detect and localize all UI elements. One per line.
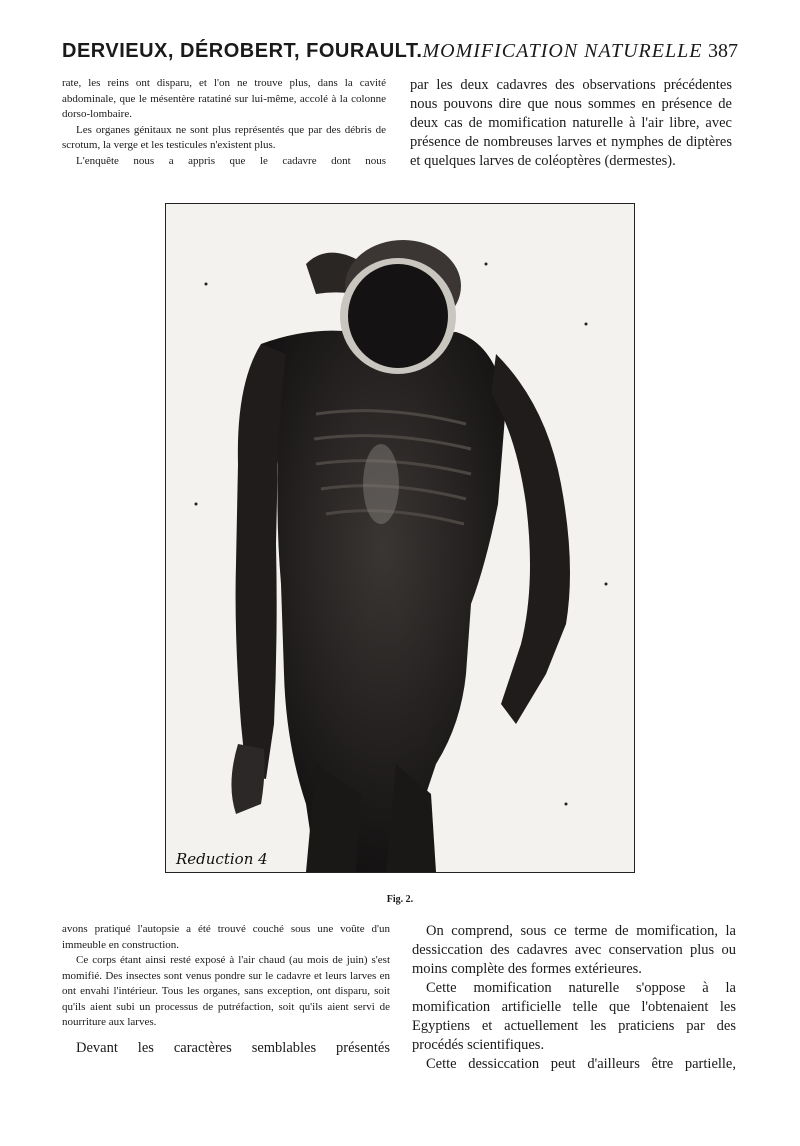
header-title: MOMIFICATION NATURELLE xyxy=(422,40,703,62)
figure-caption: Fig. 2. xyxy=(386,894,414,905)
page-number: 387 xyxy=(708,40,738,62)
text-column-bottom-left xyxy=(62,922,390,1058)
paragraph: Devant les caractères semblables présentés xyxy=(76,1039,390,1056)
header-authors: DERVIEUX, DÉROBERT, FOURAULT. xyxy=(62,40,423,62)
paragraph: rate, les reins ont disparu, et l'on ne trouve plus, dans la cavité abdominale, que le mésentère ratatiné sur lui-même, accolé à la colonne dorso-lombaire. xyxy=(62,77,386,120)
paragraph: On comprend, sous ce terme de momification, la dessiccation des cadavres avec conservation plus ou moins complète des formes extérieures. xyxy=(412,923,736,977)
text-column-bottom-right xyxy=(412,922,736,1074)
paragraph: par les deux cadavres des observations précédentes nous pouvons dire que nous sommes en présence de deux cas de momification naturelle à l'air libre, avec présence de nombreuses larves et nymphes de diptères et quelques larves de coléoptères (dermestes). xyxy=(410,77,732,169)
paragraph: avons pratiqué l'autopsie a été trouvé couché sous une voûte d'un immeuble en construction. xyxy=(62,923,390,951)
mummified-body-photo xyxy=(166,204,634,872)
paragraph: L'enquête nous a appris que le cadavre dont nous xyxy=(76,154,386,167)
paragraph: Les organes génitaux ne sont plus représentés que par des débris de scrotum, la verge et les testicules n'existent plus. xyxy=(62,123,386,151)
text-column-top-left xyxy=(62,76,386,169)
paragraph: Cette dessiccation peut d'ailleurs être partielle, xyxy=(426,1056,736,1072)
running-header xyxy=(62,40,738,70)
handwritten-label: Reduction 4 xyxy=(176,850,268,868)
paragraph: Ce corps étant ainsi resté exposé à l'air chaud (au mois de juin) s'est momifié. Des insectes sont venus pondre sur le cadavre et leurs larves en ont envahi l'intérieur. Tous les organes, sans exception, ont disparu, soit qu'ils aient subi un processus de putréfaction, soit qu'ils aient servi de nourriture aux larves. xyxy=(62,954,390,1028)
paragraph: Cette momification naturelle s'oppose à la momification artificielle telle que l'obtenaient les Egyptiens et actuellement les praticiens par des procédés scientifiques. xyxy=(412,980,736,1053)
text-column-top-right xyxy=(410,76,732,171)
figure-photograph xyxy=(165,203,635,873)
